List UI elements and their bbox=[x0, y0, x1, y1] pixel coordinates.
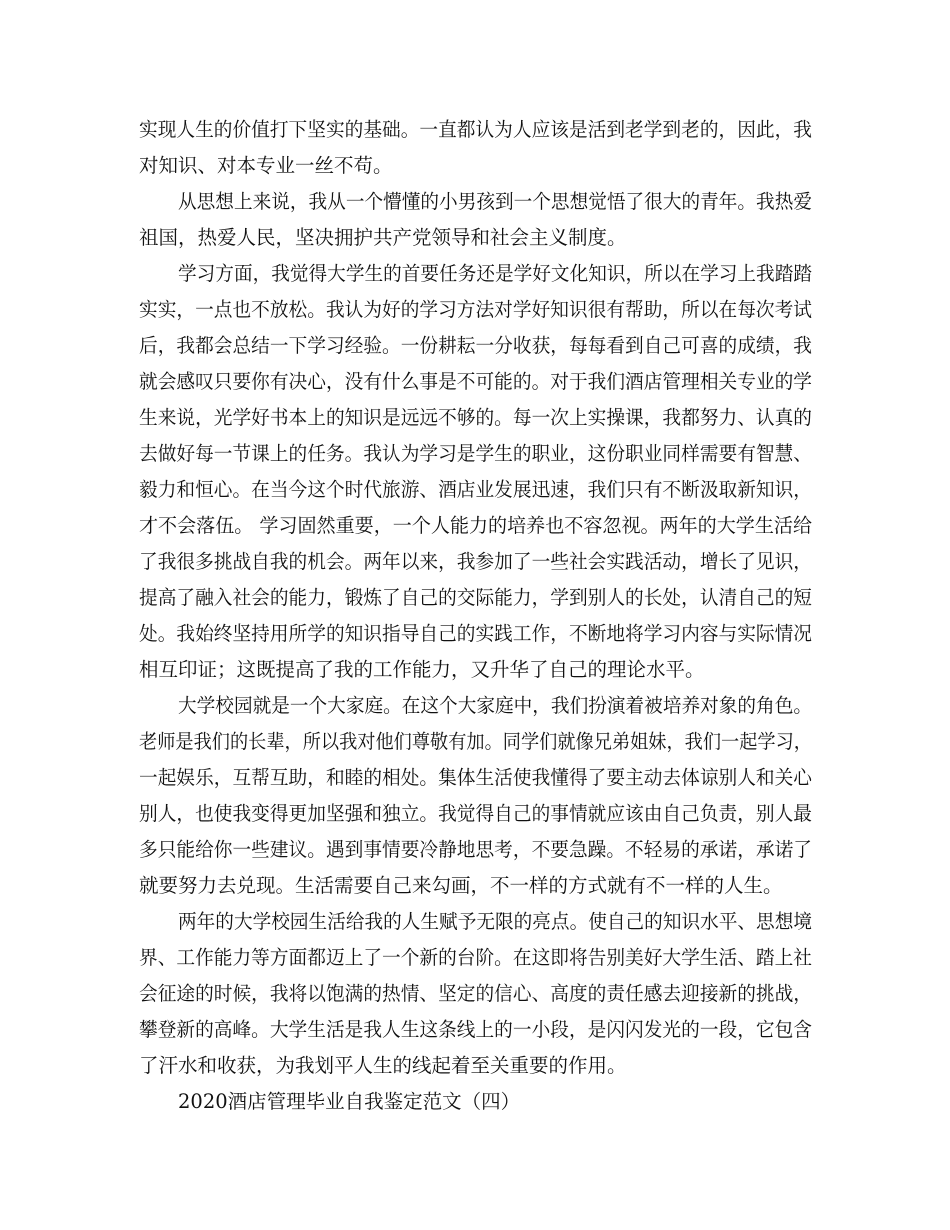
document-page: 实现人生的价值打下坚实的基础。一直都认为人应该是活到老学到老的，因此，我 对知识、对本专业一丝不苟。 从思想上来说，我从一个懵懂的小男孩到一个思想觉悟了很大的青年。我热爱 祖国，热爱人民，坚决拥护共产党领导和社会主义制度。 学习方面，我觉得大学生的首要任务还是学好文化知识，所以在学习上我踏踏 实实，一点也不放松。我认为好的学习方法对学好知识很有帮助，所以在每次考试 后，我都会总结一下学习经验。一份耕耘一分收获，每每看到自己可喜的成绩，我 就会感叹只要你有决心，没有什么事是不可能的。对于我们酒店管理相关专业的学 生来说，光学好书本上的知识是远远不够的。每一次上实操课，我都努力、认真的 去做好每一节课上的任务。我认为学习是学生的职业，这份职业同样需要有智慧、 毅力和恒心。在当今这个时代旅游、酒店业发展迅速，我们只有不断汲取新知识， 才不会落伍。 学习固然重要，一个人能力的培养也不容忽视。两年的大学生活给 了我很多挑战自我的机会。两年以来，我参加了一些社会实践活动，增长了见识， 提高了融入社会的能力，锻炼了自己的交际能力，学到别人的长处，认清自己的短 处。我始终坚持用所学的知识指导自己的实践工作，不断地将学习内容与实际情况 相互印证；这既提高了我的工作能力，又升华了自己的理论水平。 大学校园就是一个大家庭。在这个大家庭中，我们扮演着被培养对象的角色。 老师是我们的长辈，所以我对他们尊敬有加。同学们就像兄弟姐妹，我们一起学习， 一起娱乐，互帮互助，和睦的相处。集体生活使我懂得了要主动去体谅别人和关心 别人，也使我变得更加坚强和独立。我觉得自己的事情就应该由自己负责，别人最 多只能给你一些建议。遇到事情要冷静地思考，不要急躁。不轻易的承诺，承诺了 就要努力去兑现。生活需要自己来勾画，不一样的方式就有不一样的人生。 两年的大学校园生活给我的人生赋予无限的亮点。使自己的知识水平、思想境 界、工作能力等方面都迈上了一个新的台阶。在这即将告别美好大学生活、踏上社 会征途的时候，我将以饱满的热情、坚定的信心、高度的责任感去迎接新的挑战， 攀登新的高峰。大学生活是我人生这条线上的一小段，是闪闪发光的一段，它包含 了汗水和收获，为我划平人生的线起着至关重要的作用。 2020酒店管理毕业自我鉴定范文（四） bbox=[0, 0, 950, 1230]
